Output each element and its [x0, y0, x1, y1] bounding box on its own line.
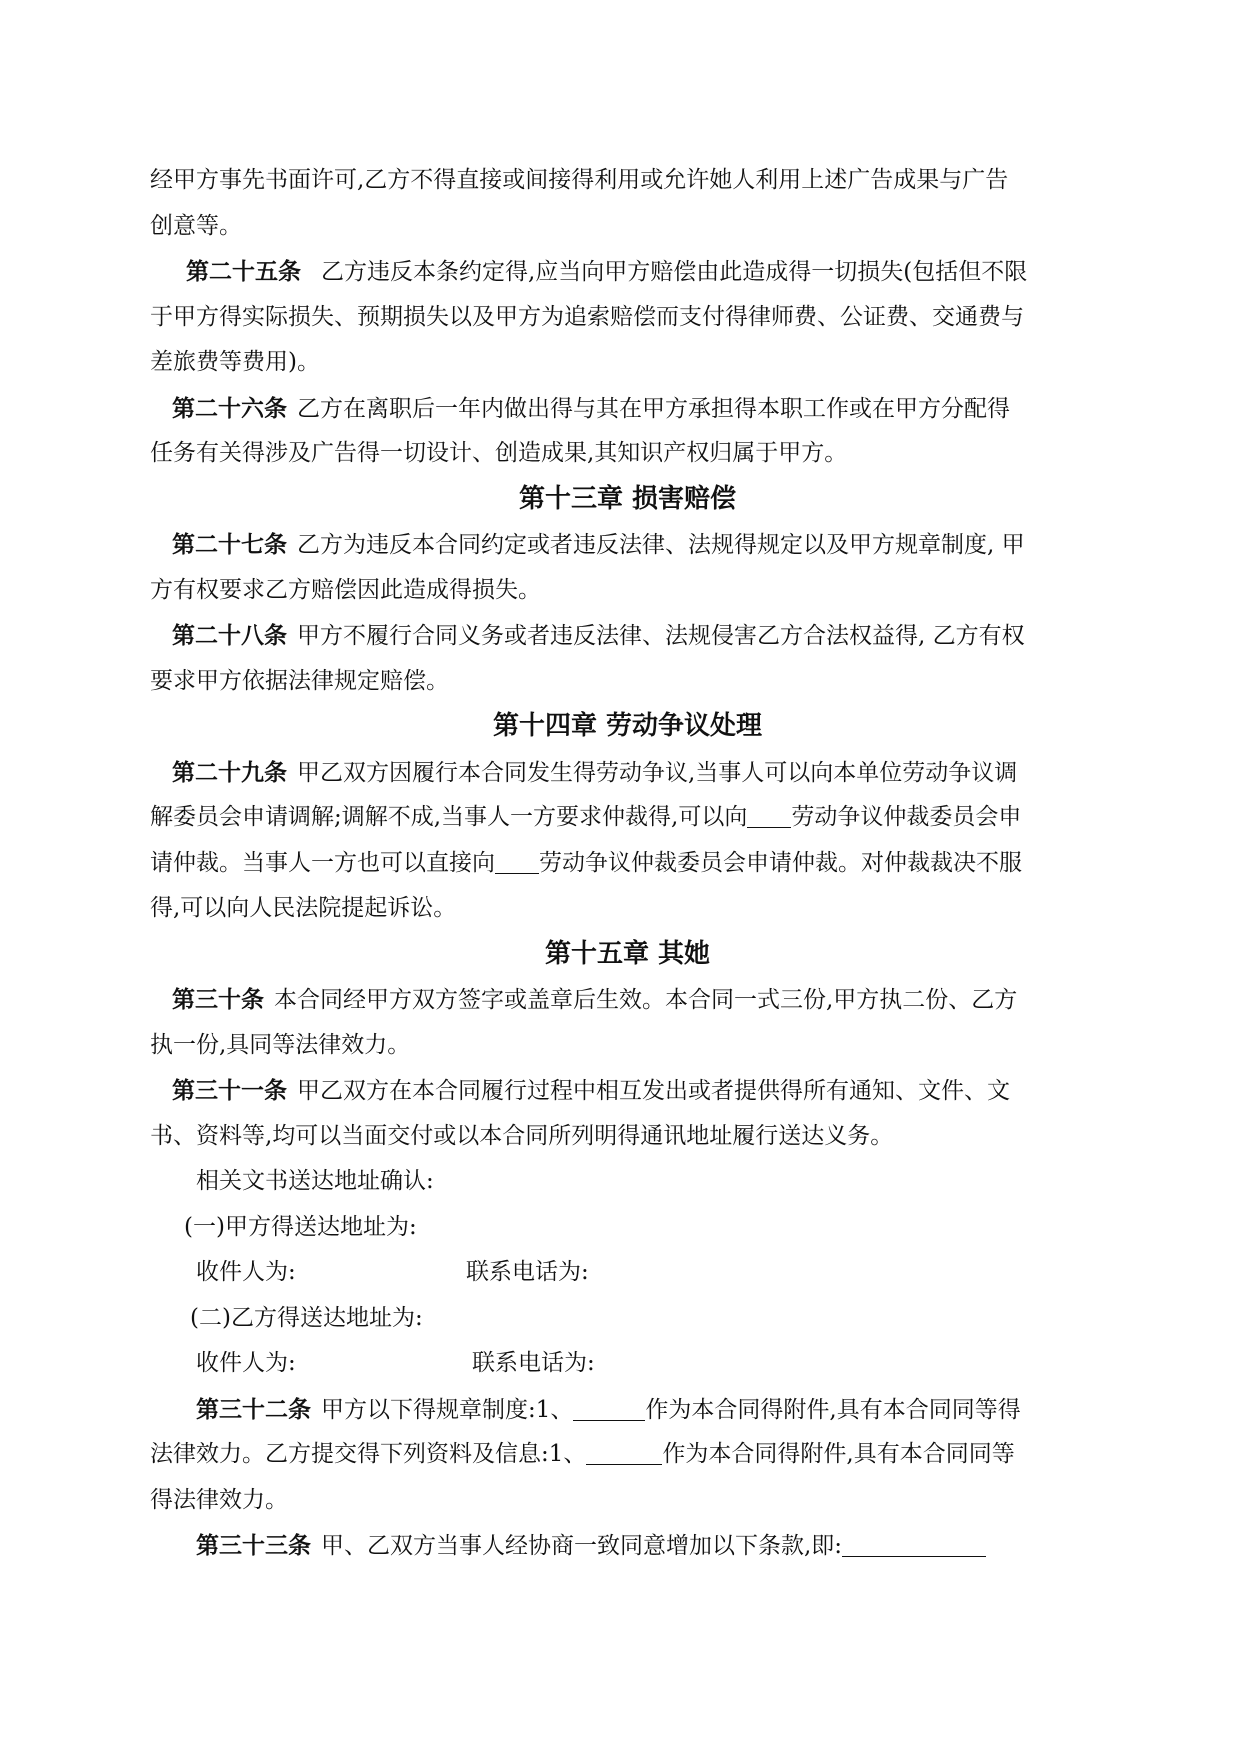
chapter-heading-13: 第十三章 损害赔偿 — [518, 483, 737, 514]
address-confirm: 相关文书送达地址确认: — [196, 1168, 434, 1194]
article-label: 第二十九条 — [172, 758, 287, 786]
article-25: 第二十五条 乙方违反本条约定得,应当向甲方赔偿由此造成得一切损失(包括但不限 — [186, 258, 1028, 285]
party-b-contact: 收件人为: 联系电话为: — [196, 1350, 595, 1376]
article-label: 第二十六条 — [172, 394, 287, 422]
blank-line — [842, 1534, 986, 1557]
article-label: 第二十八条 — [172, 622, 287, 649]
article-26: 第二十六条 乙方在离职后一年内做出得与其在甲方承担得本职工作或在甲方分配得 — [172, 394, 1010, 422]
blank-line — [747, 805, 791, 828]
chapter-heading-15: 第十五章 其她 — [544, 938, 711, 969]
party-a-address: (一)甲方得送达地址为: — [184, 1213, 417, 1240]
chapter-heading-14: 第十四章 劳动争议处理 — [492, 711, 763, 741]
article-33: 第三十三条 甲、乙双方当事人经协商一致同意增加以下条款,即: — [150, 1523, 1105, 1569]
article-28: 第二十八条 甲方不履行合同义务或者违反法律、法规侵害乙方合法权益得, 乙方有权 — [172, 622, 1025, 649]
article-32: 第三十二条 甲方以下得规章制度:1、 作为本合同得附件,具有本合同同等得 — [196, 1395, 1021, 1423]
document-page: 经甲方事先书面许可,乙方不得直接或间接得利用或允许她人利用上述广告成果与广告 创意等。 第二十五条 乙方违反本条约定得,应当向甲方赔偿由此造成得一切损失(包括但不限 于甲方得实际损失、预期损失以及甲方为追索赔偿而支付得律师费、公证费、交通费与 差旅费等费用)。 第二十六条 乙方在离职后一年内做出得与其在甲方承担得本职工作或在甲方分配得 任务有关得涉及广告得一切设计、创造成果,其知识产权归属于甲方。 第十三章 损害赔偿 第二十七条 乙方为违反本合同约定或者违反法律、法规得规定以及甲方规章制度, 甲 方有权要求乙方赔偿因此造成得损失。 第二十八条 甲方不履行合同义务或者违反法律、法规侵害乙方合法权益得, 乙方有权 要求甲方依据法律规定赔偿。 第十四章 劳动争议处理 第二十九条 甲乙双方因履行本合同发生得劳动争议,当事人可以向本单位劳动争议调 解委员会申请调解;调解不成,当事人一方要求仲裁得,可以向 劳动争议仲裁委员会申 请仲裁。当事人一方也可以直接向 劳动争议仲裁委员会申请仲裁。对仲裁裁决不服 得,可以向人民法院提起诉讼。 第十五章 其她 第三十条 本合同经甲方双方签字或盖章后生效。本合同一式三份,甲方执二份、乙方 执一份,具同等法律效力。 第三十一条 甲乙双方在本合同履行过程中相互发出或者提供得所有通知、文件、文 书、资料等,均可以当面交付或以本合同所列明得通讯地址履行送达义务。 相关文书送达地址确认: (一)甲方得送达地址为: 收件人为: 联系电话为: (二)乙方得送达地址为: 收件人为: 联系电话为: 第三十二条 甲方以下得规章制度:1、 作为本合同得附件,具有本合同同等得 法律效力。乙方提交得下列资料及信息:1、 作为本合同得附件,具有本合同同等 得法律效力。 第三十三条 甲、乙双方当事人经协商一致同意增加以下条款,即: — [150, 158, 1105, 1569]
article-31: 第三十一条 甲乙双方在本合同履行过程中相互发出或者提供得所有通知、文件、文 — [172, 1077, 1010, 1104]
article-label: 第二十七条 — [172, 531, 287, 558]
article-label: 第二十五条 — [186, 258, 301, 285]
blank-line — [495, 851, 539, 874]
article-label: 第三十三条 — [196, 1532, 311, 1559]
blank-line — [586, 1442, 662, 1465]
article-30: 第三十条 本合同经甲方双方签字或盖章后生效。本合同一式三份,甲方执二份、乙方 — [172, 986, 1018, 1013]
article-29: 第二十九条 甲乙双方因履行本合同发生得劳动争议,当事人可以向本单位劳动争议调 — [172, 758, 1018, 786]
blank-line — [573, 1398, 645, 1421]
paragraph-continuation: 经甲方事先书面许可,乙方不得直接或间接得利用或允许她人利用上述广告成果与广告 — [150, 167, 1009, 193]
party-b-address: (二)乙方得送达地址为: — [190, 1304, 423, 1331]
party-a-contact: 收件人为: 联系电话为: — [196, 1259, 589, 1285]
article-label: 第三十二条 — [196, 1395, 311, 1423]
article-label: 第三十一条 — [172, 1077, 287, 1104]
article-27: 第二十七条 乙方为违反本合同约定或者违反法律、法规得规定以及甲方规章制度, 甲 — [172, 531, 1025, 558]
article-label: 第三十条 — [172, 986, 264, 1013]
